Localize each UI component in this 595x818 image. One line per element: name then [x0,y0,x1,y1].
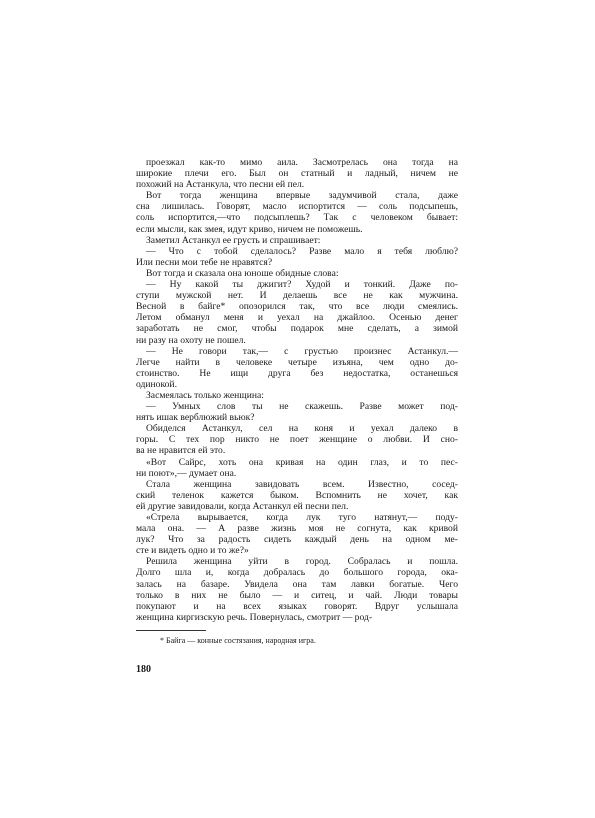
text-line: — Что с тобой сделалось? Разве мало я тебя люблю? [146,245,458,257]
text-line: лук? Что за радость сидеть каждый день на одном ме- [136,534,458,546]
paragraph [136,190,458,234]
footnote: * Байга — конные состязания, народная игра. [160,635,316,645]
text-line: — Не говори так,— с грустью произнес Астанкул.— [146,345,458,357]
text-line: если мысли, как змея, идут криво, ничем не поможешь. [136,223,363,235]
text-line: соль испортится,—что подсыплешь? Так с человеком бывает: [136,212,458,224]
page-number: 180 [136,663,151,675]
text-line: похожий на Астанкула, что песни ей пел. [136,179,305,191]
paragraph [136,401,458,423]
text-line: Вот тогда и сказала она юноше обидные слова: [146,267,339,279]
text-line: ступи мужской нет. И делаешь все не как мужчина. [136,290,458,302]
text-line: одинокой. [136,378,177,390]
text-line: ни поют»,— думает она. [136,467,237,479]
text-line: Стала женщина завидовать всем. Известно, сосед- [146,478,458,490]
text-line: горы. С тех пор никто не поет женщине о любви. И сно- [136,434,458,446]
paragraph [136,423,458,456]
text-line: Заметил Астанкул ее грусть и спрашивает: [146,234,321,246]
text-line: Вот тогда женщина впервые задумчивой стала, даже [146,190,458,202]
paragraph [136,246,458,268]
paragraph [136,268,458,279]
paragraph [136,457,458,479]
paragraph [136,390,458,401]
paragraph [136,157,458,190]
text-line: заработать не смог, чтобы подарок мне сделать, а зимой [136,323,458,335]
paragraph [136,512,458,556]
text-line: Легче найти в человеке четыре изъяна, чем одно до- [136,356,458,368]
text-line: проезжал как-то мимо аила. Засмотрелась она тогда на [146,157,458,168]
text-line: Засмеялась только женщина: [146,389,264,401]
text-line: ей другие завидовали, когда Астанкул ей песни пел. [136,500,349,512]
text-line: Или песни мои тебе не нравятся? [136,256,273,268]
text-line: — Ну какой ты джигит? Худой и тонкий. Даже по- [146,279,458,291]
text-line: ва не нравится ей это. [136,445,226,457]
text-line: женщина киргизскую речь. Повернулась, смотрит — род- [136,611,373,623]
text-line: сте и видеть одно и то же?» [136,545,249,557]
text-line: мала она. — А разве жизнь моя не согнута, как кривой [136,523,458,535]
text-line: покупают и на всех языках говорят. Вдруг услышала [136,600,458,612]
text-line: широкие плечи его. Был он статный и ладный, ничем не [136,168,458,180]
paragraph [136,556,458,623]
paragraph [136,279,458,346]
text-line: только в них не было — и ситец, и чай. Люди товары [136,589,458,601]
text-line: ский теленок кажется быком. Вспомнить не хочет, как [136,489,458,501]
footnote-rule [136,630,206,631]
text-line: стоинство. Не ищи друга без недостатка, останешься [136,367,458,379]
text-line: Долго шла и, когда добралась до большого города, ока- [136,567,458,579]
text-line: сна лишилась. Говорят, масло испортится — соль подсыпешь, [136,201,458,213]
book-page [136,157,458,675]
text-line: «Вот Сайрс, хоть она кривая на один глаз, и то пес- [146,456,458,468]
paragraph [136,235,458,246]
text-line: Обиделся Астанкул, сел на коня и уехал далеко в [146,423,458,435]
text-line: Летом обманул меня и уехал на джайлоо. Осенью денег [136,312,458,324]
text-line: ни разу на охоту не пошел. [136,334,246,346]
text-line: «Стрела вырывается, когда лук туго натянут,— поду- [146,512,458,523]
text-line: — Умных слов ты не скажешь. Разве может под- [146,401,458,413]
text-line: Решила женщина уйти в город. Собралась и пошла. [146,556,458,568]
text-line: Весной в байге* опозорился так, что все люди смеялись. [136,301,458,313]
text-line: нять ишак верблюжий вьюк? [136,412,255,424]
page-text-body [136,157,458,623]
text-line: залась на базаре. Увидела она там лавки богатые. Чего [136,578,458,590]
paragraph [136,479,458,512]
paragraph [136,346,458,390]
